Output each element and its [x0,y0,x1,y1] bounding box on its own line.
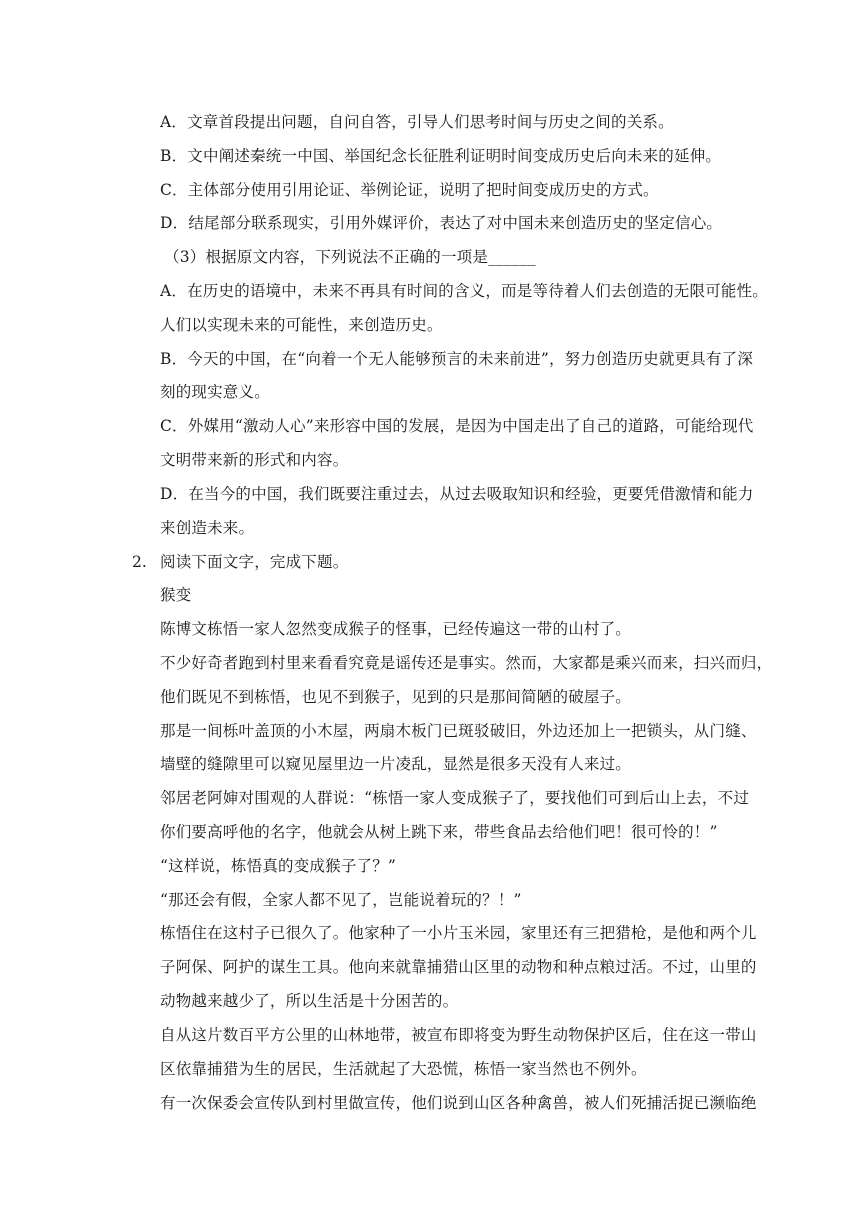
passage-title: 猴变 [160,586,192,604]
q1-option-c: C．主体部分使用引用论证、举例论证，说明了把时间变成历史的方式。 [160,181,659,199]
passage-line: 自从这片数百平方公里的山林地带，被宣布即将变为野生动物保护区后，住在这一带山 [160,1026,757,1044]
passage-line: “这样说，栋悟真的变成猴子了？” [160,857,397,875]
q1-sub3-option-c-line1: C．外媒用“激动人心”来形容中国的发展，是因为中国走出了自己的道路，可能给现代 [160,417,754,435]
passage-line: 区依靠捕猎为生的居民，生活就起了大恐慌，栋悟一家当然也不例外。 [160,1060,647,1078]
question-prompt: 阅读下面文字，完成下题。 [160,553,349,571]
q1-sub3-option-a-line1: A．在历史的语境中，未来不再具有时间的含义，而是等待着人们去创造的无限可能性。 [160,282,768,300]
passage-line: 墙壁的缝隙里可以窥见屋里边一片凌乱，显然是很多天没有人来过。 [160,755,632,773]
q1-sub3-option-b-line1: B．今天的中国，在“向着一个无人能够预言的未来前进”，努力创造历史就更具有了深 [160,350,754,368]
passage-line: 子阿保、阿护的谋生工具。他向来就靠捕猎山区里的动物和种点粮过活。不过，山里的 [160,958,757,976]
passage-line: 有一次保委会宣传队到村里做宣传，他们说到山区各种禽兽，被人们死捕活捉已濒临绝 [160,1094,757,1112]
question-number: 2. [132,553,147,571]
passage-line: 那是一间栎叶盖顶的小木屋，两扇木板门已斑驳破旧，外边还加上一把锁头，从门缝、 [160,722,757,740]
passage-line: 不少好奇者跑到村里来看看究竟是谣传还是事实。然而，大家都是乘兴而来，扫兴而归， [160,654,773,672]
q1-sub3-option-c-line2: 文明带来新的形式和内容。 [160,451,349,469]
q1-option-a: A．文章首段提出问题，自问自答，引导人们思考时间与历史之间的关系。 [160,113,674,131]
q1-sub3-prompt: （3）根据原文内容，下列说法不正确的一项是______ [164,248,536,266]
q1-sub3-option-d-line2: 来创造未来。 [160,519,255,537]
passage-line: 邻居老阿婶对围观的人群说：“栋悟一家人变成猴子了，要找他们可到后山上去，不过 [160,789,750,807]
passage-line: 栋悟住在这村子已很久了。他家种了一小片玉米园，家里还有三把猎枪，是他和两个儿 [160,924,757,942]
passage-line: “那还会有假，全家人都不见了，岂能说着玩的？！” [160,891,522,909]
q1-sub3-option-d-line1: D．在当今的中国，我们既要注重过去，从过去吸取知识和经验，更要凭借激情和能力 [160,485,754,503]
q1-sub3-option-a-line2: 人们以实现未来的可能性，来创造历史。 [160,316,443,334]
passage-line: 陈博文栋悟一家人忽然变成猴子的怪事，已经传遍这一带的山村了。 [160,620,632,638]
q1-option-d: D．结尾部分联系现实，引用外媒评价，表达了对中国未来创造历史的坚定信心。 [160,214,723,232]
passage-line: 动物越来越少了，所以生活是十分困苦的。 [160,992,459,1010]
passage-line: 你们要高呼他的名字，他就会从树上跳下来，带些食品去给他们吧！很可怜的！” [160,823,718,841]
q1-sub3-option-b-line2: 刻的现实意义。 [160,383,270,401]
passage-line: 他们既见不到栋悟，也见不到猴子，见到的只是那间简陋的破屋子。 [160,688,632,706]
q1-option-b: B．文中阐述秦统一中国、举国纪念长征胜利证明时间变成历史后向未来的延伸。 [160,147,722,165]
